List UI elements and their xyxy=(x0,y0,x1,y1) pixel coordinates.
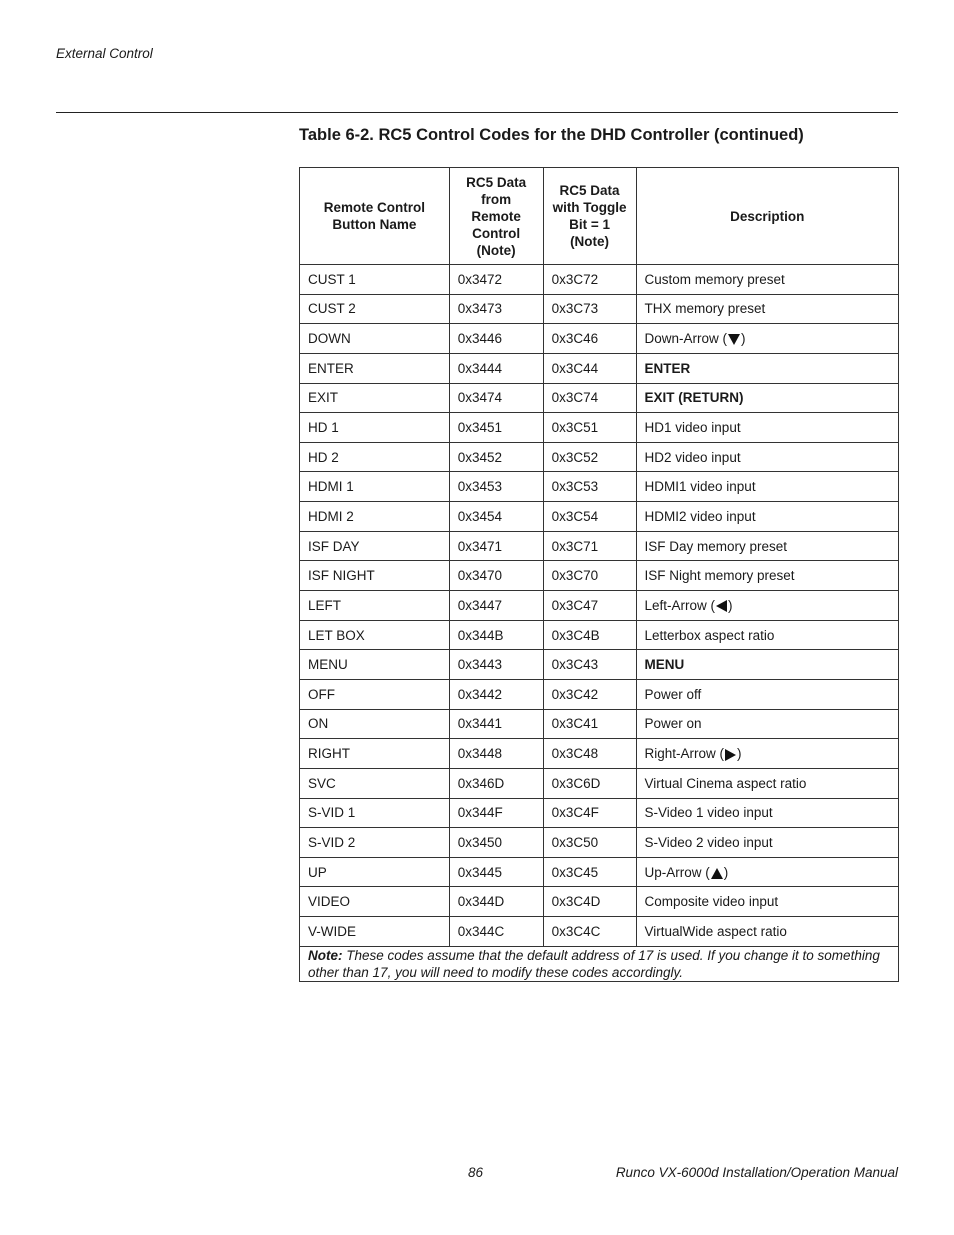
column-header-description xyxy=(636,168,898,265)
table-row xyxy=(300,324,899,354)
table-note xyxy=(300,946,899,981)
table-row xyxy=(300,620,899,650)
description-text: Up-Arrow ( xyxy=(644,864,710,880)
rc5-data-cell: 0x3470 xyxy=(449,561,543,591)
description-text: EXIT (RETURN) xyxy=(644,390,744,406)
description-cell xyxy=(636,591,898,621)
description-text: VirtualWide aspect ratio xyxy=(644,923,787,939)
rc5-toggle-cell: 0x3C44 xyxy=(543,353,636,383)
rc5-data-cell: 0x3448 xyxy=(449,739,543,769)
rc5-data-cell: 0x3450 xyxy=(449,828,543,858)
description-cell xyxy=(636,531,898,561)
description-cell xyxy=(636,709,898,739)
column-header-line: (Note) xyxy=(570,234,610,249)
table-row xyxy=(300,739,899,769)
description-text: Left-Arrow ( xyxy=(644,597,716,613)
table-row xyxy=(300,472,899,502)
button-name-cell: HD 1 xyxy=(300,413,450,443)
description-cell xyxy=(636,324,898,354)
description-cell xyxy=(636,828,898,858)
button-name-cell: HDMI 2 xyxy=(300,502,450,532)
description-cell xyxy=(636,768,898,798)
description-cell xyxy=(636,650,898,680)
table-row xyxy=(300,709,899,739)
table-row xyxy=(300,591,899,621)
description-text: Letterbox aspect ratio xyxy=(644,627,775,643)
rc5-codes-table xyxy=(299,167,899,982)
rc5-data-cell: 0x3472 xyxy=(449,265,543,295)
rc5-data-cell: 0x3447 xyxy=(449,591,543,621)
rc5-data-cell: 0x3444 xyxy=(449,353,543,383)
note-label: Note: xyxy=(308,947,343,963)
table-row xyxy=(300,917,899,947)
button-name-cell: MENU xyxy=(300,650,450,680)
description-text: ISF Day memory preset xyxy=(644,538,788,554)
running-header: External Control xyxy=(56,46,153,61)
button-name-cell: HD 2 xyxy=(300,442,450,472)
description-text: HDMI2 video input xyxy=(644,508,756,524)
rc5-toggle-cell: 0x3C52 xyxy=(543,442,636,472)
button-name-cell: LET BOX xyxy=(300,620,450,650)
button-name-cell: S-VID 2 xyxy=(300,828,450,858)
button-name-cell: EXIT xyxy=(300,383,450,413)
button-name-cell: ENTER xyxy=(300,353,450,383)
right-arrow-icon xyxy=(725,749,736,761)
rc5-data-cell: 0x344B xyxy=(449,620,543,650)
column-header-button-name xyxy=(300,168,450,265)
rc5-data-cell: 0x3452 xyxy=(449,442,543,472)
description-cell xyxy=(636,620,898,650)
table-row xyxy=(300,887,899,917)
description-text: THX memory preset xyxy=(644,301,766,317)
rc5-toggle-cell: 0x3C4C xyxy=(543,917,636,947)
column-header-line: Control xyxy=(472,225,521,241)
description-text: Composite video input xyxy=(644,894,779,910)
button-name-cell: UP xyxy=(300,857,450,887)
description-cell xyxy=(636,561,898,591)
description-text: ISF Night memory preset xyxy=(644,568,795,584)
description-cell xyxy=(636,442,898,472)
table-row xyxy=(300,531,899,561)
description-cell xyxy=(636,857,898,887)
table-row xyxy=(300,383,899,413)
rc5-toggle-cell: 0x3C4B xyxy=(543,620,636,650)
column-header-line: RC5 Data xyxy=(559,183,620,198)
description-cell xyxy=(636,887,898,917)
rc5-toggle-cell: 0x3C70 xyxy=(543,561,636,591)
rc5-data-cell: 0x3453 xyxy=(449,472,543,502)
table-row xyxy=(300,857,899,887)
rc5-data-cell: 0x3446 xyxy=(449,324,543,354)
button-name-cell: DOWN xyxy=(300,324,450,354)
rc5-toggle-cell: 0x3C72 xyxy=(543,265,636,295)
description-cell xyxy=(636,294,898,324)
table-title: Table 6-2. RC5 Control Codes for the DHD Controller (continued) xyxy=(299,126,804,144)
table-row xyxy=(300,650,899,680)
rc5-toggle-cell: 0x3C74 xyxy=(543,383,636,413)
description-text: Power on xyxy=(644,716,702,732)
rc5-toggle-cell: 0x3C48 xyxy=(543,739,636,769)
description-cell xyxy=(636,353,898,383)
button-name-cell: RIGHT xyxy=(300,739,450,769)
button-name-cell: SVC xyxy=(300,768,450,798)
description-text: MENU xyxy=(644,657,685,673)
description-suffix: ) xyxy=(741,331,746,347)
up-arrow-icon xyxy=(711,868,723,879)
description-text: S-Video 2 video input xyxy=(644,834,773,850)
description-text: ENTER xyxy=(644,360,691,376)
description-cell xyxy=(636,413,898,443)
table-row xyxy=(300,768,899,798)
rc5-data-cell: 0x344F xyxy=(449,798,543,828)
rc5-data-cell: 0x3445 xyxy=(449,857,543,887)
note-row xyxy=(300,946,899,981)
rc5-data-cell: 0x3471 xyxy=(449,531,543,561)
rc5-toggle-cell: 0x3C6D xyxy=(543,768,636,798)
rc5-toggle-cell: 0x3C41 xyxy=(543,709,636,739)
left-arrow-icon xyxy=(716,600,727,612)
table-body xyxy=(300,265,899,947)
rc5-toggle-cell: 0x3C43 xyxy=(543,650,636,680)
rc5-data-cell: 0x3473 xyxy=(449,294,543,324)
button-name-cell: VIDEO xyxy=(300,887,450,917)
column-header-rc5-data xyxy=(449,168,543,265)
description-suffix: ) xyxy=(723,864,729,880)
header-rule xyxy=(56,112,898,113)
manual-title: Runco VX-6000d Installation/Operation Manual xyxy=(615,1165,898,1180)
rc5-data-cell: 0x344D xyxy=(449,887,543,917)
description-text: Custom memory preset xyxy=(644,271,785,287)
table-row xyxy=(300,561,899,591)
table-row xyxy=(300,442,899,472)
table-header-row xyxy=(300,168,899,265)
table-row xyxy=(300,413,899,443)
button-name-cell: CUST 1 xyxy=(300,265,450,295)
description-text: HD2 video input xyxy=(644,449,741,465)
description-text: Down-Arrow ( xyxy=(644,331,728,347)
rc5-data-cell: 0x346D xyxy=(449,768,543,798)
table-row xyxy=(300,679,899,709)
button-name-cell: LEFT xyxy=(300,591,450,621)
description-cell xyxy=(636,739,898,769)
rc5-toggle-cell: 0x3C53 xyxy=(543,472,636,502)
description-suffix: ) xyxy=(728,597,733,613)
button-name-cell: ISF NIGHT xyxy=(300,561,450,591)
rc5-data-cell: 0x344C xyxy=(449,917,543,947)
rc5-toggle-cell: 0x3C45 xyxy=(543,857,636,887)
column-header-line: Description xyxy=(730,208,805,224)
column-header-line: (Note) xyxy=(476,242,516,258)
description-cell xyxy=(636,679,898,709)
rc5-data-cell: 0x3454 xyxy=(449,502,543,532)
column-header-line: Bit = 1 xyxy=(569,217,610,232)
rc5-toggle-cell: 0x3C54 xyxy=(543,502,636,532)
button-name-cell: OFF xyxy=(300,679,450,709)
table-row xyxy=(300,353,899,383)
description-text: S-Video 1 video input xyxy=(644,805,773,821)
down-arrow-icon xyxy=(728,334,740,345)
description-cell xyxy=(636,472,898,502)
button-name-cell: CUST 2 xyxy=(300,294,450,324)
rc5-toggle-cell: 0x3C71 xyxy=(543,531,636,561)
column-header-rc5-toggle xyxy=(543,168,636,265)
column-header-line: with Toggle xyxy=(552,200,627,215)
description-text: Right-Arrow ( xyxy=(644,746,725,762)
note-text: These codes assume that the default address of 17 is used. If you change it to something other than 17, you will need to modify these codes accordingly. xyxy=(308,947,880,980)
rc5-data-cell: 0x3441 xyxy=(449,709,543,739)
rc5-toggle-cell: 0x3C4D xyxy=(543,887,636,917)
description-text: Virtual Cinema aspect ratio xyxy=(644,775,807,791)
rc5-toggle-cell: 0x3C73 xyxy=(543,294,636,324)
rc5-toggle-cell: 0x3C46 xyxy=(543,324,636,354)
table-row xyxy=(300,828,899,858)
rc5-toggle-cell: 0x3C4F xyxy=(543,798,636,828)
description-text: Power off xyxy=(644,686,702,702)
column-header-line: Button Name xyxy=(332,217,417,232)
button-name-cell: ON xyxy=(300,709,450,739)
table-row xyxy=(300,294,899,324)
description-cell xyxy=(636,265,898,295)
table-row xyxy=(300,265,899,295)
description-cell xyxy=(636,798,898,828)
button-name-cell: S-VID 1 xyxy=(300,798,450,828)
button-name-cell: ISF DAY xyxy=(300,531,450,561)
description-cell xyxy=(636,917,898,947)
button-name-cell: HDMI 1 xyxy=(300,472,450,502)
description-cell xyxy=(636,383,898,413)
column-header-line: Remote Control xyxy=(323,200,425,215)
page-number: 86 xyxy=(468,1165,484,1180)
column-header-line: from xyxy=(481,191,512,207)
rc5-toggle-cell: 0x3C47 xyxy=(543,591,636,621)
column-header-line: Remote xyxy=(471,208,521,224)
description-text: HD1 video input xyxy=(644,420,741,436)
button-name-cell: V-WIDE xyxy=(300,917,450,947)
rc5-toggle-cell: 0x3C42 xyxy=(543,679,636,709)
rc5-data-cell: 0x3443 xyxy=(449,650,543,680)
description-text: HDMI1 video input xyxy=(644,479,756,495)
description-cell xyxy=(636,502,898,532)
table-row xyxy=(300,502,899,532)
rc5-toggle-cell: 0x3C51 xyxy=(543,413,636,443)
rc5-data-cell: 0x3474 xyxy=(449,383,543,413)
rc5-toggle-cell: 0x3C50 xyxy=(543,828,636,858)
table-row xyxy=(300,798,899,828)
rc5-data-cell: 0x3451 xyxy=(449,413,543,443)
description-suffix: ) xyxy=(737,746,742,762)
rc5-data-cell: 0x3442 xyxy=(449,679,543,709)
column-header-line: RC5 Data xyxy=(466,174,527,190)
